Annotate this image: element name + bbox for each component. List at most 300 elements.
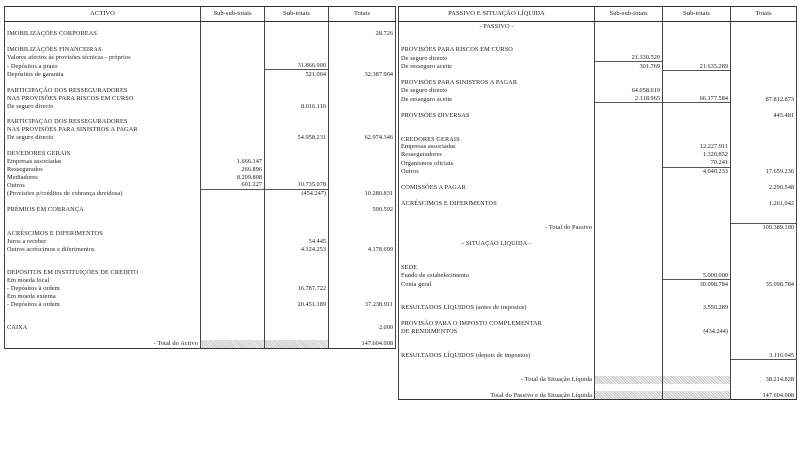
sub-sub-total-cell — [595, 127, 663, 135]
sub-sub-total-cell: 21.330.520 — [595, 54, 663, 62]
ledger-row — [399, 232, 797, 240]
sub-total-cell — [265, 118, 329, 126]
total-cell — [731, 255, 797, 263]
sub-sub-total-cell — [595, 368, 663, 376]
ledger-row — [399, 127, 797, 135]
sub-total-cell — [265, 78, 329, 86]
row-label: Total do Passivo e da Situação Líquida — [399, 391, 595, 399]
assets-header-row — [5, 7, 396, 22]
ledger-row — [5, 229, 396, 237]
row-label — [5, 316, 201, 324]
row-label — [399, 207, 595, 215]
sub-sub-total-cell — [201, 118, 265, 126]
sub-total-cell: 5.000.000 — [663, 271, 731, 279]
total-cell: 4.178.699 — [329, 245, 396, 253]
row-label: Depósitos de garantia — [5, 70, 201, 78]
ledger-row — [399, 175, 797, 183]
sub-total-cell — [265, 198, 329, 206]
ledger-row — [5, 340, 396, 348]
ledger-row — [5, 181, 396, 189]
row-label — [5, 308, 201, 316]
ledger-row — [5, 261, 396, 269]
ledger-row — [399, 159, 797, 167]
total-cell — [329, 102, 396, 110]
row-label: Em moeda local — [5, 277, 201, 285]
row-label — [5, 38, 201, 46]
row-label: - Depósitos à ordem — [5, 284, 201, 292]
row-label: De seguro directo — [5, 133, 201, 141]
sub-sub-total-cell — [201, 269, 265, 277]
row-label — [399, 247, 595, 255]
total-cell — [731, 143, 797, 151]
sub-total-cell — [265, 86, 329, 94]
sub-sub-total-cell — [201, 61, 265, 69]
row-label: DEVEDORES GERAIS — [5, 149, 201, 157]
total-cell — [329, 126, 396, 134]
row-label — [5, 22, 201, 30]
total-cell: 2.000 — [329, 324, 396, 332]
sub-total-cell: 521.004 — [265, 70, 329, 78]
sub-total-cell: 12.227.911 — [663, 143, 731, 151]
sub-total-cell — [663, 232, 731, 240]
row-label: - PASSIVO - — [399, 22, 595, 30]
sub-sub-total-cell — [201, 30, 265, 38]
ledger-row — [399, 62, 797, 70]
ledger-row — [399, 359, 797, 367]
sub-sub-total-cell — [595, 111, 663, 119]
sub-sub-total-cell — [201, 340, 265, 348]
sub-sub-total-cell — [595, 135, 663, 143]
sub-sub-total-cell — [595, 304, 663, 312]
sub-total-cell — [663, 79, 731, 87]
row-label: CAIXA — [5, 324, 201, 332]
ledger-row — [5, 94, 396, 102]
row-label: - Depósitos a prazo — [5, 61, 201, 69]
total-cell — [329, 229, 396, 237]
ledger-row — [399, 271, 797, 279]
row-label: De seguro directo — [5, 102, 201, 110]
ledger-row — [5, 22, 396, 30]
sub-total-cell — [265, 46, 329, 54]
row-label: De resseguro aceite — [399, 95, 595, 103]
total-cell — [731, 384, 797, 392]
ledger-row — [399, 191, 797, 199]
sub-sub-total-cell: 601.227 — [201, 181, 265, 189]
sub-sub-total-cell — [595, 103, 663, 111]
sub-total-cell — [663, 103, 731, 111]
total-cell: 37.238.911 — [329, 300, 396, 308]
sub-total-cell — [663, 191, 731, 199]
sub-total-cell — [265, 54, 329, 62]
sub-total-cell — [265, 141, 329, 149]
row-label: DEPÓSITOS EM INSTITUIÇÕES DE CRÉDITO — [5, 269, 201, 277]
total-cell: 87.812.873 — [731, 95, 797, 103]
ledger-row — [399, 319, 797, 327]
sub-sub-total-cell: 64.058.619 — [595, 87, 663, 95]
total-cell — [731, 288, 797, 296]
sub-total-cell — [663, 247, 731, 255]
sub-total-cell — [663, 359, 731, 367]
ledger-row — [399, 280, 797, 288]
sub-total-cell — [265, 205, 329, 213]
sub-total-cell — [663, 215, 731, 223]
ledger-row — [399, 215, 797, 223]
ledger-row — [399, 87, 797, 95]
sub-sub-total-cell — [595, 151, 663, 159]
sub-total-cell — [663, 368, 731, 376]
row-label — [5, 221, 201, 229]
row-label: NAS PROVISÕES PARA RISCOS EM CURSO — [5, 94, 201, 102]
total-cell: 35.098.784 — [731, 280, 797, 288]
sub-sub-total-cell — [201, 22, 265, 30]
total-cell: 2.290.548 — [731, 183, 797, 191]
sub-total-cell — [663, 127, 731, 135]
sub-sub-total-cell — [595, 384, 663, 392]
row-label: ACRÉSCIMOS E DIFERIMENTOS — [5, 229, 201, 237]
total-cell — [329, 253, 396, 261]
total-cell — [329, 308, 396, 316]
row-label: Outros — [5, 181, 201, 189]
ledger-row — [399, 38, 797, 46]
total-cell — [731, 30, 797, 38]
row-label: - Depósitos à ordem — [5, 300, 201, 308]
total-cell — [731, 327, 797, 335]
total-cell — [731, 54, 797, 62]
sub-total-cell — [265, 269, 329, 277]
ledger-row — [5, 253, 396, 261]
sub-sub-total-cell — [595, 167, 663, 175]
header-sub-sub-totais: Sub-sub-totais — [201, 7, 265, 22]
ledger-row — [5, 141, 396, 149]
sub-total-cell: 54.445 — [265, 237, 329, 245]
total-cell — [731, 87, 797, 95]
total-cell — [329, 149, 396, 157]
total-cell — [731, 240, 797, 248]
ledger-row — [399, 391, 797, 399]
ledger-row — [399, 22, 797, 30]
total-cell — [329, 181, 396, 189]
total-cell — [731, 22, 797, 30]
row-label: DE RENDIMENTOS — [399, 327, 595, 335]
total-cell — [329, 269, 396, 277]
ledger-row — [5, 126, 396, 134]
sub-sub-total-cell — [201, 261, 265, 269]
total-cell: 147.604.008 — [731, 391, 797, 399]
row-label: PROVISÕES PARA RISCOS EM CURSO — [399, 46, 595, 54]
ledger-row — [399, 95, 797, 103]
ledger-row — [5, 78, 396, 86]
sub-total-cell — [663, 391, 731, 399]
total-cell — [329, 221, 396, 229]
ledger-row — [399, 183, 797, 191]
total-cell — [329, 173, 396, 181]
row-label — [399, 368, 595, 376]
row-label: SEDE — [399, 263, 595, 271]
total-cell — [329, 94, 396, 102]
sub-sub-total-cell: 2.118.965 — [595, 95, 663, 103]
row-label — [399, 343, 595, 351]
assets-body — [5, 22, 396, 349]
sub-total-cell — [663, 54, 731, 62]
total-cell: 28.726 — [329, 30, 396, 38]
row-label: - SITUAÇÃO LÍQUIDA - — [399, 240, 595, 248]
ledger-row — [5, 70, 396, 78]
sub-sub-total-cell — [595, 263, 663, 271]
ledger-row — [5, 157, 396, 165]
ledger-row — [5, 316, 396, 324]
total-cell — [731, 127, 797, 135]
ledger-row — [5, 198, 396, 206]
sub-total-cell: 31.866.900 — [265, 61, 329, 69]
sub-total-cell — [663, 199, 731, 207]
row-label: IMOBILIZAÇÕES CORPÓREAS — [5, 30, 201, 38]
row-label: PROVISÕES PARA SINISTROS A PAGAR — [399, 79, 595, 87]
ledger-row — [5, 110, 396, 118]
sub-sub-total-cell — [595, 30, 663, 38]
row-label: (Provisões p/créditos de cobrança duvidosa) — [5, 189, 201, 197]
row-label: PRÉMIOS EM COBRANÇA — [5, 205, 201, 213]
sub-sub-total-cell — [595, 288, 663, 296]
sub-sub-total-cell — [595, 46, 663, 54]
sub-sub-total-cell — [201, 94, 265, 102]
total-cell — [731, 263, 797, 271]
total-cell: 147.604.008 — [329, 340, 396, 348]
ledger-row — [5, 46, 396, 54]
sub-total-cell — [265, 165, 329, 173]
total-cell — [731, 119, 797, 127]
sub-sub-total-cell — [201, 86, 265, 94]
row-label: CREDORES GERAIS — [399, 135, 595, 143]
sub-sub-total-cell — [595, 191, 663, 199]
total-cell: 32.387.904 — [329, 70, 396, 78]
sub-sub-total-cell — [595, 38, 663, 46]
sub-total-cell — [663, 319, 731, 327]
sub-total-cell: (434.244) — [663, 327, 731, 335]
ledger-row — [399, 167, 797, 175]
sub-total-cell: 66.177.584 — [663, 95, 731, 103]
sub-total-cell — [663, 288, 731, 296]
sub-total-cell — [663, 38, 731, 46]
sub-sub-total-cell — [595, 79, 663, 87]
total-cell — [329, 157, 396, 165]
ledger-row — [399, 351, 797, 359]
sub-sub-total-cell — [201, 292, 265, 300]
ledger-row — [399, 296, 797, 304]
liabilities-header-row — [399, 7, 797, 22]
total-cell — [731, 103, 797, 111]
sub-sub-total-cell: 266.896 — [201, 165, 265, 173]
liabilities-table — [398, 6, 797, 400]
sub-total-cell — [663, 183, 731, 191]
ledger-row — [399, 288, 797, 296]
total-cell — [329, 165, 396, 173]
ledger-row — [5, 269, 396, 277]
sub-sub-total-cell — [595, 199, 663, 207]
row-label — [399, 255, 595, 263]
ledger-row — [399, 255, 797, 263]
sub-sub-total-cell — [201, 229, 265, 237]
sub-total-cell: 3.550.289 — [663, 304, 731, 312]
sub-sub-total-cell — [201, 149, 265, 157]
row-label: De seguro directo — [399, 54, 595, 62]
sub-total-cell: 16.787.722 — [265, 284, 329, 292]
sub-sub-total-cell — [201, 205, 265, 213]
total-cell — [731, 247, 797, 255]
ledger-row — [5, 277, 396, 285]
sub-sub-total-cell — [201, 198, 265, 206]
sub-total-cell — [265, 332, 329, 340]
row-label: PARTICIPAÇÃO DOS RESSEGURADORES — [5, 86, 201, 94]
sub-total-cell: 8.016.116 — [265, 102, 329, 110]
total-cell — [329, 54, 396, 62]
ledger-row — [5, 332, 396, 340]
total-cell — [329, 277, 396, 285]
total-cell — [731, 207, 797, 215]
sub-sub-total-cell — [595, 255, 663, 263]
row-label — [5, 253, 201, 261]
ledger-row — [399, 312, 797, 320]
ledger-row — [399, 207, 797, 215]
sub-total-cell: 20.451.189 — [265, 300, 329, 308]
sub-sub-total-cell — [595, 351, 663, 359]
row-label — [5, 198, 201, 206]
row-label: ACRÉSCIMOS E DIFERIMENTOS — [399, 199, 595, 207]
row-label: Conta geral — [399, 280, 595, 288]
header-activo: ACTIVO — [5, 7, 201, 22]
sub-sub-total-cell — [201, 221, 265, 229]
total-cell: 3.116.045 — [731, 351, 797, 359]
ledger-row — [399, 70, 797, 78]
sub-sub-total-cell: 301.769 — [595, 62, 663, 70]
total-cell — [731, 312, 797, 320]
total-cell — [731, 191, 797, 199]
sub-total-cell — [663, 343, 731, 351]
row-label — [399, 232, 595, 240]
sub-total-cell: 4.040.233 — [663, 167, 731, 175]
total-cell — [329, 118, 396, 126]
sub-sub-total-cell — [201, 332, 265, 340]
row-label: PROVISÕES DIVERSAS — [399, 111, 595, 119]
sub-sub-total-cell — [201, 308, 265, 316]
sub-sub-total-cell — [595, 280, 663, 288]
header-sub-totais: Sub-totais — [663, 7, 731, 22]
total-cell — [731, 215, 797, 223]
ledger-row — [399, 46, 797, 54]
total-cell — [329, 198, 396, 206]
ledger-row — [5, 54, 396, 62]
total-cell — [329, 22, 396, 30]
row-label — [5, 213, 201, 221]
sub-sub-total-cell — [595, 319, 663, 327]
sub-sub-total-cell — [201, 46, 265, 54]
ledger-row — [5, 245, 396, 253]
sub-sub-total-cell — [201, 110, 265, 118]
sub-total-cell — [265, 157, 329, 165]
ledger-row — [399, 368, 797, 376]
ledger-row — [5, 173, 396, 181]
sub-sub-total-cell — [595, 119, 663, 127]
ledger-row — [399, 79, 797, 87]
sub-sub-total-cell — [201, 316, 265, 324]
sub-total-cell — [265, 308, 329, 316]
ledger-row — [5, 189, 396, 197]
header-passivo-situacao-liquida: PASSIVO E SITUAÇÃO LÍQUIDA — [399, 7, 595, 22]
sub-total-cell — [265, 229, 329, 237]
total-cell — [731, 135, 797, 143]
sub-sub-total-cell — [201, 126, 265, 134]
ledger-row — [399, 119, 797, 127]
total-cell: 445.481 — [731, 111, 797, 119]
row-label — [399, 127, 595, 135]
sub-sub-total-cell — [201, 189, 265, 197]
row-label: Ressegurados — [5, 165, 201, 173]
ledger-row — [399, 135, 797, 143]
ledger-row — [399, 327, 797, 335]
row-label: - Total do Passivo — [399, 223, 595, 231]
sub-total-cell: 54.958.231 — [265, 133, 329, 141]
sub-sub-total-cell — [201, 141, 265, 149]
sub-sub-total-cell — [201, 284, 265, 292]
sub-sub-total-cell — [595, 215, 663, 223]
sub-total-cell — [265, 277, 329, 285]
sub-total-cell — [663, 70, 731, 78]
sub-total-cell — [663, 135, 731, 143]
row-label — [399, 191, 595, 199]
sub-sub-total-cell — [201, 133, 265, 141]
sub-sub-total-cell — [201, 324, 265, 332]
total-cell: 62.974.346 — [329, 133, 396, 141]
total-cell — [731, 343, 797, 351]
total-cell — [329, 86, 396, 94]
sub-total-cell — [663, 263, 731, 271]
ledger-row — [399, 103, 797, 111]
row-label — [399, 103, 595, 111]
sub-sub-total-cell: 8.209.808 — [201, 173, 265, 181]
sub-total-cell — [663, 255, 731, 263]
sub-sub-total-cell — [595, 143, 663, 151]
ledger-row — [5, 292, 396, 300]
sub-sub-total-cell — [201, 245, 265, 253]
sub-sub-total-cell — [595, 327, 663, 335]
row-label — [399, 288, 595, 296]
total-cell — [731, 159, 797, 167]
total-cell — [731, 335, 797, 343]
row-label: PARTICIPAÇÃO DOS RESSEGURADORES — [5, 118, 201, 126]
sub-sub-total-cell — [595, 183, 663, 191]
sub-total-cell — [265, 221, 329, 229]
sub-sub-total-cell — [201, 70, 265, 78]
row-label — [399, 215, 595, 223]
total-cell — [731, 368, 797, 376]
sub-sub-total-cell — [595, 271, 663, 279]
total-cell — [329, 141, 396, 149]
ledger-row — [5, 118, 396, 126]
header-totais: Totais — [329, 7, 396, 22]
ledger-row — [5, 284, 396, 292]
ledger-row — [399, 30, 797, 38]
row-label: Valores afectos às provisões técnicas - próprios — [5, 54, 201, 62]
total-cell: 599.592 — [329, 205, 396, 213]
row-label — [5, 141, 201, 149]
total-cell — [731, 70, 797, 78]
ledger-row — [5, 61, 396, 69]
sub-total-cell — [265, 38, 329, 46]
sub-total-cell — [265, 340, 329, 348]
sub-total-cell — [265, 261, 329, 269]
sub-sub-total-cell — [201, 78, 265, 86]
total-cell — [329, 332, 396, 340]
total-cell — [329, 261, 396, 269]
